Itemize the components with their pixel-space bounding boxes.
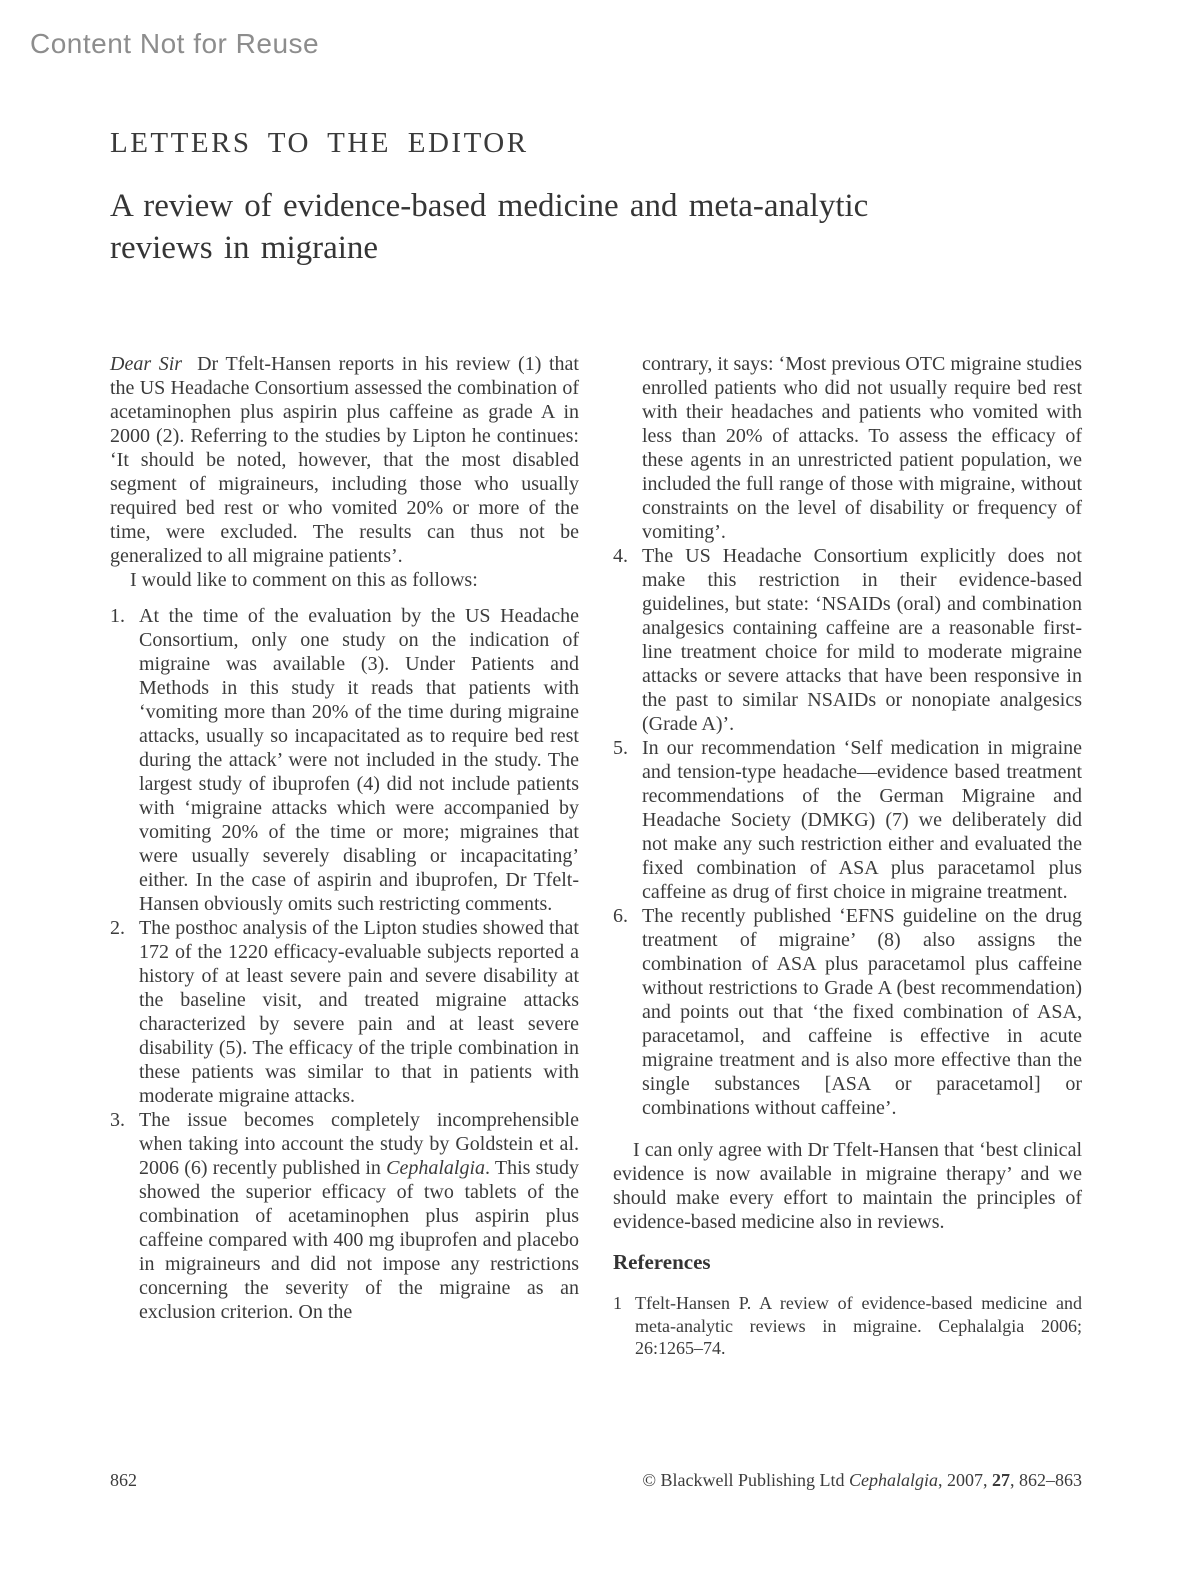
copyright-notice <box>642 1470 1082 1491</box>
two-column-text <box>110 352 1082 1360</box>
page-body <box>110 0 1082 1360</box>
list-item-1 <box>110 604 579 916</box>
list-item-3 <box>110 1108 579 1324</box>
list-number: 6. <box>613 905 628 927</box>
list-item-2 <box>110 916 579 1108</box>
page-footer <box>110 1470 1082 1491</box>
copyright-suffix: , 862–863 <box>1010 1470 1082 1490</box>
salutation: Dear Sir <box>110 353 183 375</box>
copyright-middle: , 2007, <box>938 1470 992 1490</box>
page-number: 862 <box>110 1470 137 1490</box>
list-text: The posthoc analysis of the Lipton studies showed that 172 of the 1220 efficacy-evaluable subjects reported a history of at least severe pain and severe disability at the baseline visit, and treated migraine attacks characterized by severe pain and at least severe disability (5). The efficacy of the triple combination in these patients was similar to that in patients with moderate migraine attacks. <box>139 917 579 1107</box>
intro-paragraph <box>110 352 579 568</box>
comment-intro: I would like to comment on this as follows: <box>130 569 478 591</box>
list-number: 2. <box>110 917 125 939</box>
list-item-5 <box>613 736 1082 904</box>
list-text: contrary, it says: ‘Most previous OTC migraine studies enrolled patients who did not usually require bed rest with their headaches and patients who vomited with less than 20% of attacks. To assess the efficacy of these agents in an unrestricted patient population, we included the full range of those with migraine, without constraints on the level of disability or frequency of vomiting’. <box>642 353 1082 543</box>
reference-item <box>613 1292 1082 1360</box>
intro-text: Dr Tfelt-Hansen reports in his review (1) that the US Headache Consortium assessed the combination of acetaminophen plus aspirin plus caffeine as grade A in 2000 (2). Referring to the studies by Lipton he continues: ‘It should be noted, however, that the most disabled segment of migraineurs, including those who usually required bed rest or who vomited 20% or more of the time, were excluded. The results can thus not be generalized to all migraine patients’. <box>110 353 579 567</box>
journal-name-italic: Cephalalgia <box>386 1157 486 1179</box>
list-text: . This study showed the superior efficacy of two tablets of the combination of acetaminophen plus aspirin plus caffeine compared with 400 mg ibuprofen and placebo in migraineurs and did not impose any restrictions concerning the severity of the migraine as an exclusion criterion. On the <box>139 1157 579 1323</box>
list-item-4 <box>613 544 1082 736</box>
list-number: 4. <box>613 545 628 567</box>
article-title <box>110 185 1082 269</box>
numbered-list <box>110 604 579 1324</box>
list-text: The recently published ‘EFNS guideline on the drug treatment of migraine’ (8) also assigns the combination of ASA plus paracetamol plus caffeine without restrictions to Grade A (best recommendation) and points out that ‘the fixed combination of ASA, paracetamol, and caffeine is effective in acute migraine treatment and is also more effective than the single substances [ASA or paracetamol] or combinations without caffeine’. <box>642 905 1082 1119</box>
list-number: 5. <box>613 737 628 759</box>
references-heading: References <box>613 1250 711 1274</box>
copyright-prefix: © Blackwell Publishing Ltd <box>642 1470 849 1490</box>
reference-number: 1 <box>613 1293 622 1313</box>
list-text: In our recommendation ‘Self medication in migraine and tension-type headache—evidence based treatment recommendations of the German Migraine and Headache Society (DMKG) (7) we deliberately did not make any such restriction either and evaluated the fixed combination of ASA plus paracetamol plus caffeine as drug of first choice in migraine treatment. <box>642 737 1082 903</box>
reference-text: Tfelt-Hansen P. A review of evidence-based medicine and meta-analytic reviews in migraine. Cephalalgia 2006; 26:1265–74. <box>635 1293 1082 1358</box>
list-item-3-continuation <box>613 352 1082 544</box>
list-number: 1. <box>110 605 125 627</box>
section-heading: LETTERS TO THE EDITOR <box>110 127 529 159</box>
volume-number: 27 <box>992 1470 1010 1490</box>
journal-name-italic: Cephalalgia <box>849 1470 938 1490</box>
column-left <box>110 352 579 1360</box>
list-text: The US Headache Consortium explicitly does not make this restriction in their evidence-based guidelines, but state: ‘NSAIDs (oral) and combination analgesics containing caffeine are a reasonable first-line treatment choice for mild to moderate migraine attacks or severe attacks that have been responsive in the past to similar NSAIDs or nonopiate analgesics (Grade A)’. <box>642 545 1082 735</box>
list-text: The issue becomes completely incomprehensible when taking into account the study by Goldstein et al. 2006 (6) recently published in <box>139 1109 579 1179</box>
closing-paragraph: I can only agree with Dr Tfelt-Hansen that ‘best clinical evidence is now available in migraine therapy’ and we should make every effort to maintain the principles of evidence-based medicine also in reviews. <box>613 1139 1082 1233</box>
list-text: At the time of the evaluation by the US Headache Consortium, only one study on the indication of migraine was available (3). Under Patients and Methods in this study it reads that patients with ‘vomiting more than 20% of the time during migraine attacks, usually so incapacitated as to require bed rest during the attack’ were not included in the study. The largest study of ibuprofen (4) did not include patients with ‘migraine attacks which were accompanied by vomiting 20% of the time or more; migraines that were usually severely disabling or incapacitating’ either. In the case of aspirin and ibuprofen, Dr Tfelt-Hansen obviously omits such restricting comments. <box>139 605 579 915</box>
numbered-list-continued <box>613 352 1082 1120</box>
column-right <box>613 352 1082 1360</box>
list-number: 3. <box>110 1109 125 1131</box>
article-title-line1: A review of evidence-based medicine and meta-analytic <box>110 188 869 224</box>
article-title-line2: reviews in migraine <box>110 230 379 266</box>
watermark: Content Not for Reuse <box>30 28 320 59</box>
list-item-6 <box>613 904 1082 1120</box>
